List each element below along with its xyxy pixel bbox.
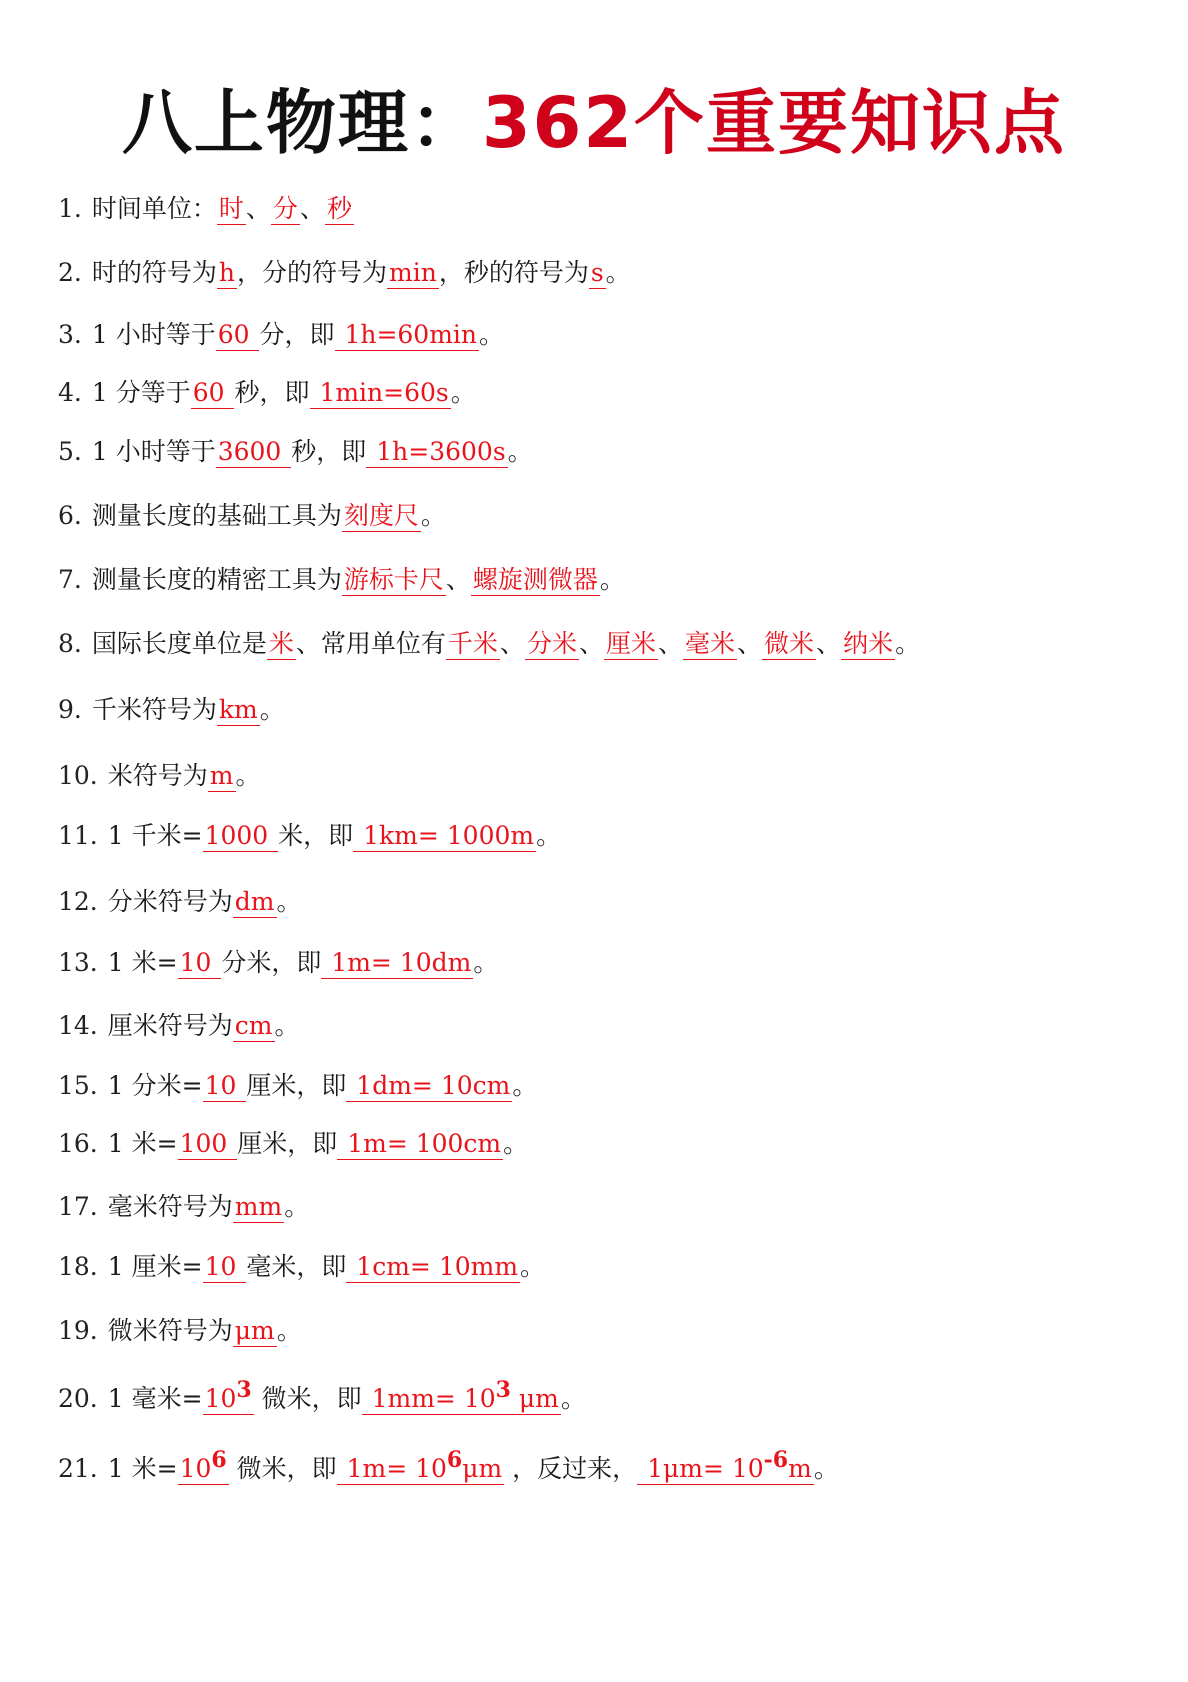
title-red-part: 362个重要知识点 — [481, 82, 1067, 164]
item-number: 12. — [58, 887, 98, 916]
knowledge-point — [58, 435, 1138, 469]
answer-unit: μm — [462, 1454, 503, 1483]
knowledge-point — [58, 318, 1138, 352]
statement-text: 1 米= — [107, 1454, 178, 1483]
item-number: 16. — [58, 1129, 98, 1158]
answer-blank — [683, 629, 737, 660]
statement-text: 分米符号为 — [107, 887, 233, 916]
statement-text: 秒，即 — [234, 378, 310, 407]
statement-text: 。 — [520, 1252, 546, 1281]
statement-text: 。 — [813, 1454, 839, 1483]
answer-text: 60 — [192, 378, 233, 407]
answer-blank — [208, 761, 236, 792]
answer-blank — [446, 629, 500, 660]
statement-text: 米，即 — [278, 821, 354, 850]
knowledge-point — [58, 1250, 1138, 1284]
answer-text: s — [590, 258, 604, 287]
statement-text: 、 — [299, 194, 325, 223]
statement-text: ，分的符号为 — [236, 258, 387, 287]
answer-text: 游标卡尺 — [343, 565, 444, 594]
statement-text: 。 — [420, 501, 446, 530]
answer-blank — [191, 378, 235, 409]
statement-text: 1 千米= — [107, 821, 203, 850]
answer-blank — [216, 437, 292, 468]
item-number: 4. — [58, 378, 82, 407]
answer-text: 千米 — [447, 629, 498, 658]
item-number: 9. — [58, 695, 82, 724]
statement-text: 。 — [276, 1316, 302, 1345]
statement-text: 1 小时等于 — [91, 320, 216, 349]
answer-text: 分米 — [526, 629, 577, 658]
knowledge-point — [58, 885, 1138, 919]
answer-blank — [178, 1447, 229, 1485]
answer-text: 1m= 10 — [338, 1454, 447, 1483]
statement-text: 。 — [473, 948, 499, 977]
statement-text: 微米符号为 — [107, 1316, 233, 1345]
answer-blank — [841, 629, 895, 660]
item-number: 11. — [58, 821, 98, 850]
knowledge-point — [58, 1447, 1138, 1486]
item-number: 1. — [58, 194, 82, 223]
answer-blank — [217, 695, 260, 726]
answer-blank — [337, 1447, 505, 1485]
knowledge-point — [58, 627, 1138, 661]
answer-text: 秒 — [326, 194, 352, 223]
answer-text: 米 — [268, 629, 294, 658]
answer-text: μm — [234, 1316, 275, 1345]
page-title — [0, 78, 1188, 168]
knowledge-point — [58, 759, 1138, 793]
statement-text: 。 — [274, 1011, 300, 1040]
knowledge-point — [58, 1314, 1138, 1348]
answer-text: km — [218, 695, 258, 724]
answer-text: 100 — [179, 1129, 236, 1158]
answer-exponent: 3 — [495, 1377, 511, 1403]
knowledge-point — [58, 1127, 1138, 1161]
knowledge-point — [58, 376, 1138, 410]
statement-text: 。 — [259, 695, 285, 724]
statement-text: 千米符号为 — [91, 695, 217, 724]
answer-blank — [762, 629, 816, 660]
statement-text: 国际长度单位是 — [91, 629, 267, 658]
answer-blank — [525, 629, 579, 660]
statement-text: 1 厘米= — [107, 1252, 203, 1281]
knowledge-point — [58, 1377, 1138, 1416]
answer-blank — [366, 437, 507, 468]
knowledge-point — [58, 1069, 1138, 1103]
answer-text: dm — [234, 887, 275, 916]
item-number: 17. — [58, 1192, 98, 1221]
answer-text: 1μm= 10 — [639, 1454, 764, 1483]
answer-text: 1mm= 10 — [363, 1384, 496, 1413]
item-number: 6. — [58, 501, 82, 530]
answer-blank — [203, 821, 279, 852]
answer-text: 1m= 10dm — [323, 948, 472, 977]
answer-text: 1km= 1000m — [355, 821, 535, 850]
answer-text: mm — [234, 1192, 283, 1221]
statement-text: 秒，即 — [291, 437, 367, 466]
statement-text: 1 分米= — [107, 1071, 203, 1100]
answer-text: 3600 — [217, 437, 290, 466]
statement-text: 1 分等于 — [91, 378, 191, 407]
answer-text: 1000 — [204, 821, 277, 850]
statement-text: ，秒的符号为 — [438, 258, 589, 287]
answer-blank — [267, 629, 296, 660]
answer-blank — [637, 1447, 814, 1485]
answer-blank — [321, 948, 473, 979]
item-number: 14. — [58, 1011, 98, 1040]
statement-text: 测量长度的精密工具为 — [91, 565, 342, 594]
answer-text: 毫米 — [685, 629, 736, 658]
answer-blank — [337, 1129, 503, 1160]
answer-text: cm — [234, 1011, 273, 1040]
item-number: 7. — [58, 565, 82, 594]
answer-exponent: 3 — [236, 1377, 252, 1403]
answer-blank — [203, 1377, 254, 1415]
answer-blank — [178, 1129, 238, 1160]
answer-blank — [233, 1192, 284, 1223]
statement-text: 、 — [445, 565, 471, 594]
statement-text: 毫米符号为 — [107, 1192, 233, 1221]
answer-exponent: -6 — [763, 1447, 789, 1473]
item-number: 3. — [58, 320, 82, 349]
statement-text: 。 — [895, 629, 921, 658]
answer-text: 螺旋测微器 — [472, 565, 598, 594]
statement-text: 、 — [816, 629, 842, 658]
item-number: 8. — [58, 629, 82, 658]
statement-text: 时的符号为 — [91, 258, 217, 287]
statement-text: 分米，即 — [221, 948, 322, 977]
knowledge-point — [58, 1190, 1138, 1224]
answer-text: 1min=60s — [311, 378, 449, 407]
statement-text: 、常用单位有 — [295, 629, 446, 658]
answer-blank — [362, 1377, 561, 1415]
answer-blank — [346, 1071, 512, 1102]
statement-text: 。 — [599, 565, 625, 594]
statement-text: 、 — [578, 629, 604, 658]
knowledge-point — [58, 1009, 1138, 1043]
statement-text: 厘米符号为 — [107, 1011, 233, 1040]
answer-text: 1dm= 10cm — [348, 1071, 511, 1100]
answer-text: h — [218, 258, 235, 287]
statement-text: 、 — [737, 629, 763, 658]
statement-text: 米符号为 — [107, 761, 208, 790]
statement-text: 1 毫米= — [107, 1384, 203, 1413]
statement-text: 。 — [276, 887, 302, 916]
answer-blank — [346, 1252, 520, 1283]
answer-text: 10 — [179, 948, 220, 977]
answer-text: 分 — [272, 194, 298, 223]
item-number: 21. — [58, 1454, 98, 1483]
answer-blank — [233, 1316, 277, 1347]
answer-blank — [589, 258, 606, 289]
statement-text: 微米，即 — [228, 1454, 337, 1483]
knowledge-point — [58, 563, 1138, 597]
item-number: 10. — [58, 761, 98, 790]
statement-text: 、 — [499, 629, 525, 658]
answer-text: 纳米 — [843, 629, 894, 658]
item-number: 15. — [58, 1071, 98, 1100]
statement-text: 。 — [512, 1071, 538, 1100]
item-number: 19. — [58, 1316, 98, 1345]
answer-blank — [342, 501, 421, 532]
answer-text: m — [209, 761, 234, 790]
statement-text: 。 — [605, 258, 631, 287]
statement-text: 微米，即 — [253, 1384, 362, 1413]
statement-text: 厘米，即 — [246, 1071, 347, 1100]
statement-text: 分，即 — [259, 320, 335, 349]
answer-blank — [387, 258, 439, 289]
answer-blank — [203, 1252, 247, 1283]
statement-text: 、 — [245, 194, 271, 223]
answer-blank — [310, 378, 451, 409]
answer-blank — [325, 194, 354, 225]
statement-text: 1 小时等于 — [91, 437, 216, 466]
answer-unit: μm — [510, 1384, 559, 1413]
answer-blank — [233, 1011, 275, 1042]
answer-blank — [217, 194, 246, 225]
answer-blank — [471, 565, 600, 596]
statement-text: 。 — [235, 761, 261, 790]
answer-blank — [342, 565, 446, 596]
statement-text: 1 米= — [107, 948, 178, 977]
answer-blank — [271, 194, 300, 225]
statement-text: 厘米，即 — [237, 1129, 338, 1158]
answer-text: 1m= 100cm — [339, 1129, 502, 1158]
statement-text: 时间单位： — [91, 194, 217, 223]
statement-text: 测量长度的基础工具为 — [91, 501, 342, 530]
knowledge-point — [58, 192, 1138, 226]
answer-text: 10 — [179, 1454, 212, 1483]
answer-blank — [233, 887, 277, 918]
answer-text: 10 — [204, 1252, 245, 1281]
statement-text: 。 — [507, 437, 533, 466]
statement-text: 、 — [657, 629, 683, 658]
answer-unit: m — [788, 1454, 812, 1483]
answer-text: 10 — [204, 1384, 237, 1413]
answer-blank — [203, 1071, 247, 1102]
knowledge-point — [58, 693, 1138, 727]
statement-text: ，反过来， — [504, 1454, 638, 1483]
statement-text: 毫米，即 — [246, 1252, 347, 1281]
answer-blank — [178, 948, 222, 979]
title-black-part: 八上物理： — [121, 82, 482, 164]
answer-text: 1cm= 10mm — [348, 1252, 519, 1281]
answer-blank — [335, 320, 480, 351]
item-number: 2. — [58, 258, 82, 287]
answer-text: 微米 — [764, 629, 815, 658]
statement-text: 。 — [284, 1192, 310, 1221]
answer-blank — [604, 629, 658, 660]
answer-text: 1h=60min — [336, 320, 478, 349]
answer-blank — [217, 258, 237, 289]
answer-blank — [216, 320, 260, 351]
answer-exponent: 6 — [446, 1447, 463, 1473]
answer-text: 60 — [217, 320, 258, 349]
knowledge-point — [58, 819, 1138, 853]
item-number: 20. — [58, 1384, 98, 1413]
answer-blank — [353, 821, 536, 852]
answer-exponent: 6 — [211, 1447, 227, 1473]
knowledge-point — [58, 499, 1138, 533]
statement-text: 。 — [536, 821, 562, 850]
statement-text: 1 米= — [107, 1129, 178, 1158]
answer-text: 时 — [218, 194, 244, 223]
knowledge-point — [58, 256, 1138, 290]
item-number: 13. — [58, 948, 98, 977]
statement-text: 。 — [479, 320, 505, 349]
knowledge-point — [58, 946, 1138, 980]
statement-text: 。 — [560, 1384, 586, 1413]
answer-text: 1h=3600s — [368, 437, 506, 466]
answer-text: 刻度尺 — [343, 501, 419, 530]
item-number: 5. — [58, 437, 82, 466]
answer-text: 10 — [204, 1071, 245, 1100]
statement-text: 。 — [503, 1129, 529, 1158]
item-number: 18. — [58, 1252, 98, 1281]
answer-text: 厘米 — [605, 629, 656, 658]
statement-text: 。 — [450, 378, 476, 407]
answer-text: min — [389, 258, 437, 287]
